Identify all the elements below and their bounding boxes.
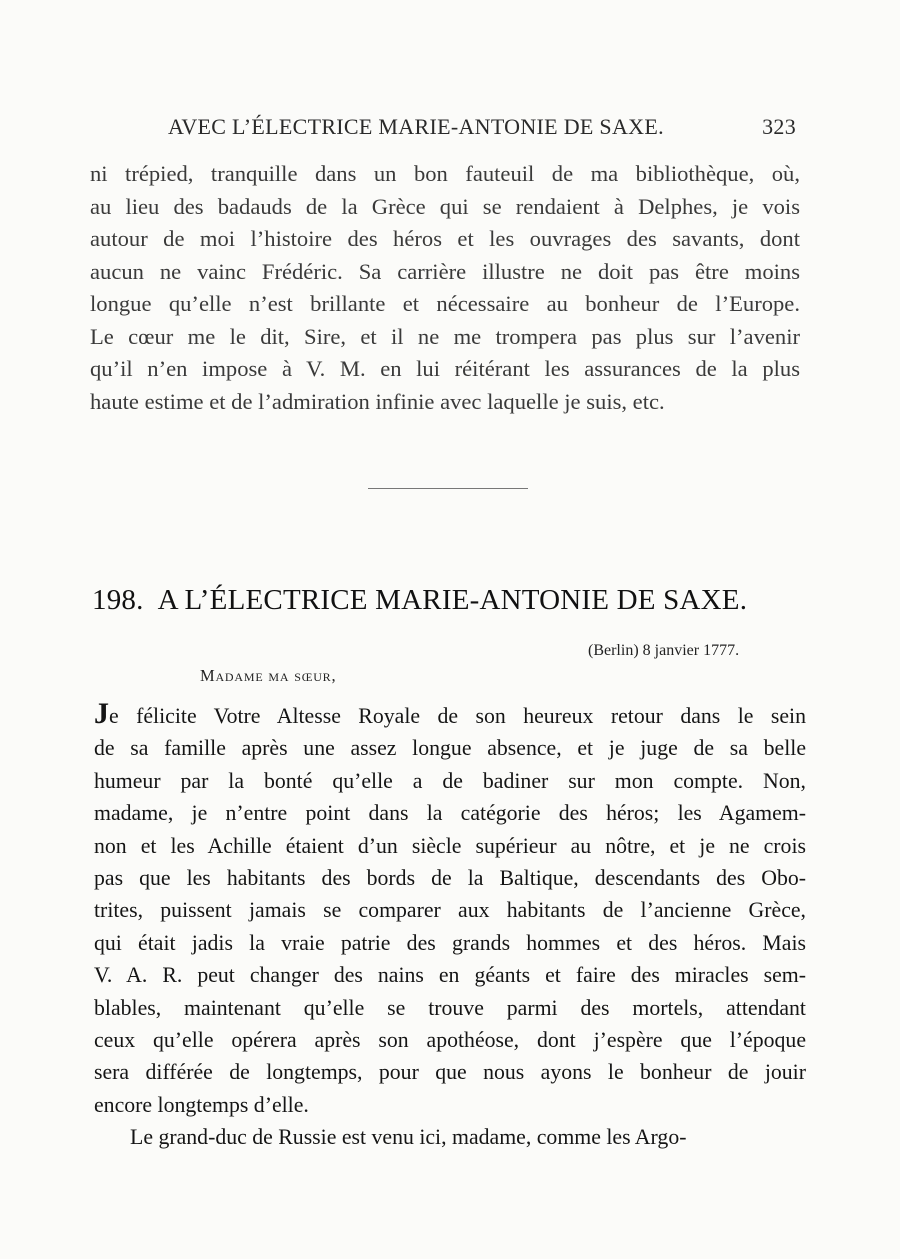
- previous-letter-text: [90, 158, 800, 418]
- text-line: humeur par la bonté qu’elle a de badiner sur mon compte. Non,: [94, 768, 806, 793]
- text-line: V. A. R. peut changer des nains en géants et faire des miracles sem-: [94, 963, 806, 988]
- text-line: Le cœur me le dit, Sire, et il ne me trompera pas plus sur l’avenir: [90, 323, 800, 349]
- letter-body: [94, 697, 806, 1153]
- text-line: haute estime et de l’admiration infinie avec laquelle je suis, etc.: [90, 388, 665, 414]
- text-line: qui était jadis la vraie patrie des grands hommes et des héros. Mais: [94, 930, 806, 955]
- text-line: ceux qu’elle opérera après son apothéose, dont j’espère que l’époque: [94, 1027, 806, 1052]
- text-line: Le grand-duc de Russie est venu ici, madame, comme les Argo-: [130, 1125, 687, 1150]
- text-line: aucun ne vainc Frédéric. Sa carrière illustre ne doit pas être moins: [90, 258, 800, 284]
- drop-cap: J: [94, 697, 109, 730]
- text-line: ni trépied, tranquille dans un bon fauteuil de ma bibliothèque, où,: [90, 161, 800, 186]
- text-line: madame, je n’entre point dans la catégorie des héros; les Agamem-: [94, 801, 806, 826]
- letter-number: 198.: [92, 584, 144, 616]
- letter-title: A L’ÉLECTRICE MARIE-ANTONIE DE SAXE.: [157, 584, 748, 616]
- text-line: sera différée de longtemps, pour que nous ayons le bonheur de jouir: [94, 1060, 806, 1085]
- letter-heading: [92, 584, 802, 617]
- text-line: qu’il n’en impose à V. M. en lui réitérant les assurances de la plus: [90, 356, 800, 381]
- text-line: trites, puissent jamais se comparer aux habitants de l’ancienne Grèce,: [94, 898, 806, 923]
- text-line: autour de moi l’histoire des héros et les ouvrages des savants, dont: [90, 226, 800, 251]
- running-head: [168, 114, 796, 146]
- section-separator: [368, 488, 528, 489]
- text-line: au lieu des badauds de la Grèce qui se rendaient à Delphes, je vois: [90, 193, 800, 219]
- text-line: longue qu’elle n’est brillante et nécessaire au bonheur de l’Europe.: [90, 291, 800, 316]
- text-line: pas que les habitants des bords de la Baltique, descendants des Obo-: [94, 865, 806, 890]
- text-line: blables, maintenant qu’elle se trouve parmi des mortels, attendant: [94, 995, 806, 1020]
- letter-dateline: (Berlin) 8 janvier 1777.: [588, 642, 740, 659]
- text-line: de sa famille après une assez longue absence, et je juge de sa belle: [94, 736, 806, 761]
- text-line: non et les Achille étaient d’un siècle supérieur au nôtre, et je ne crois: [94, 833, 806, 858]
- letter-salutation: Madame ma sœur,: [200, 666, 337, 685]
- text-line: [94, 697, 806, 732]
- first-line-text: e félicite Votre Altesse Royale de son heureux retour dans le sein: [109, 704, 806, 728]
- running-head-title: AVEC L’ÉLECTRICE MARIE-ANTONIE DE SAXE.: [168, 114, 664, 139]
- page-number: 323: [762, 114, 796, 139]
- text-line: encore longtemps d’elle.: [94, 1092, 309, 1117]
